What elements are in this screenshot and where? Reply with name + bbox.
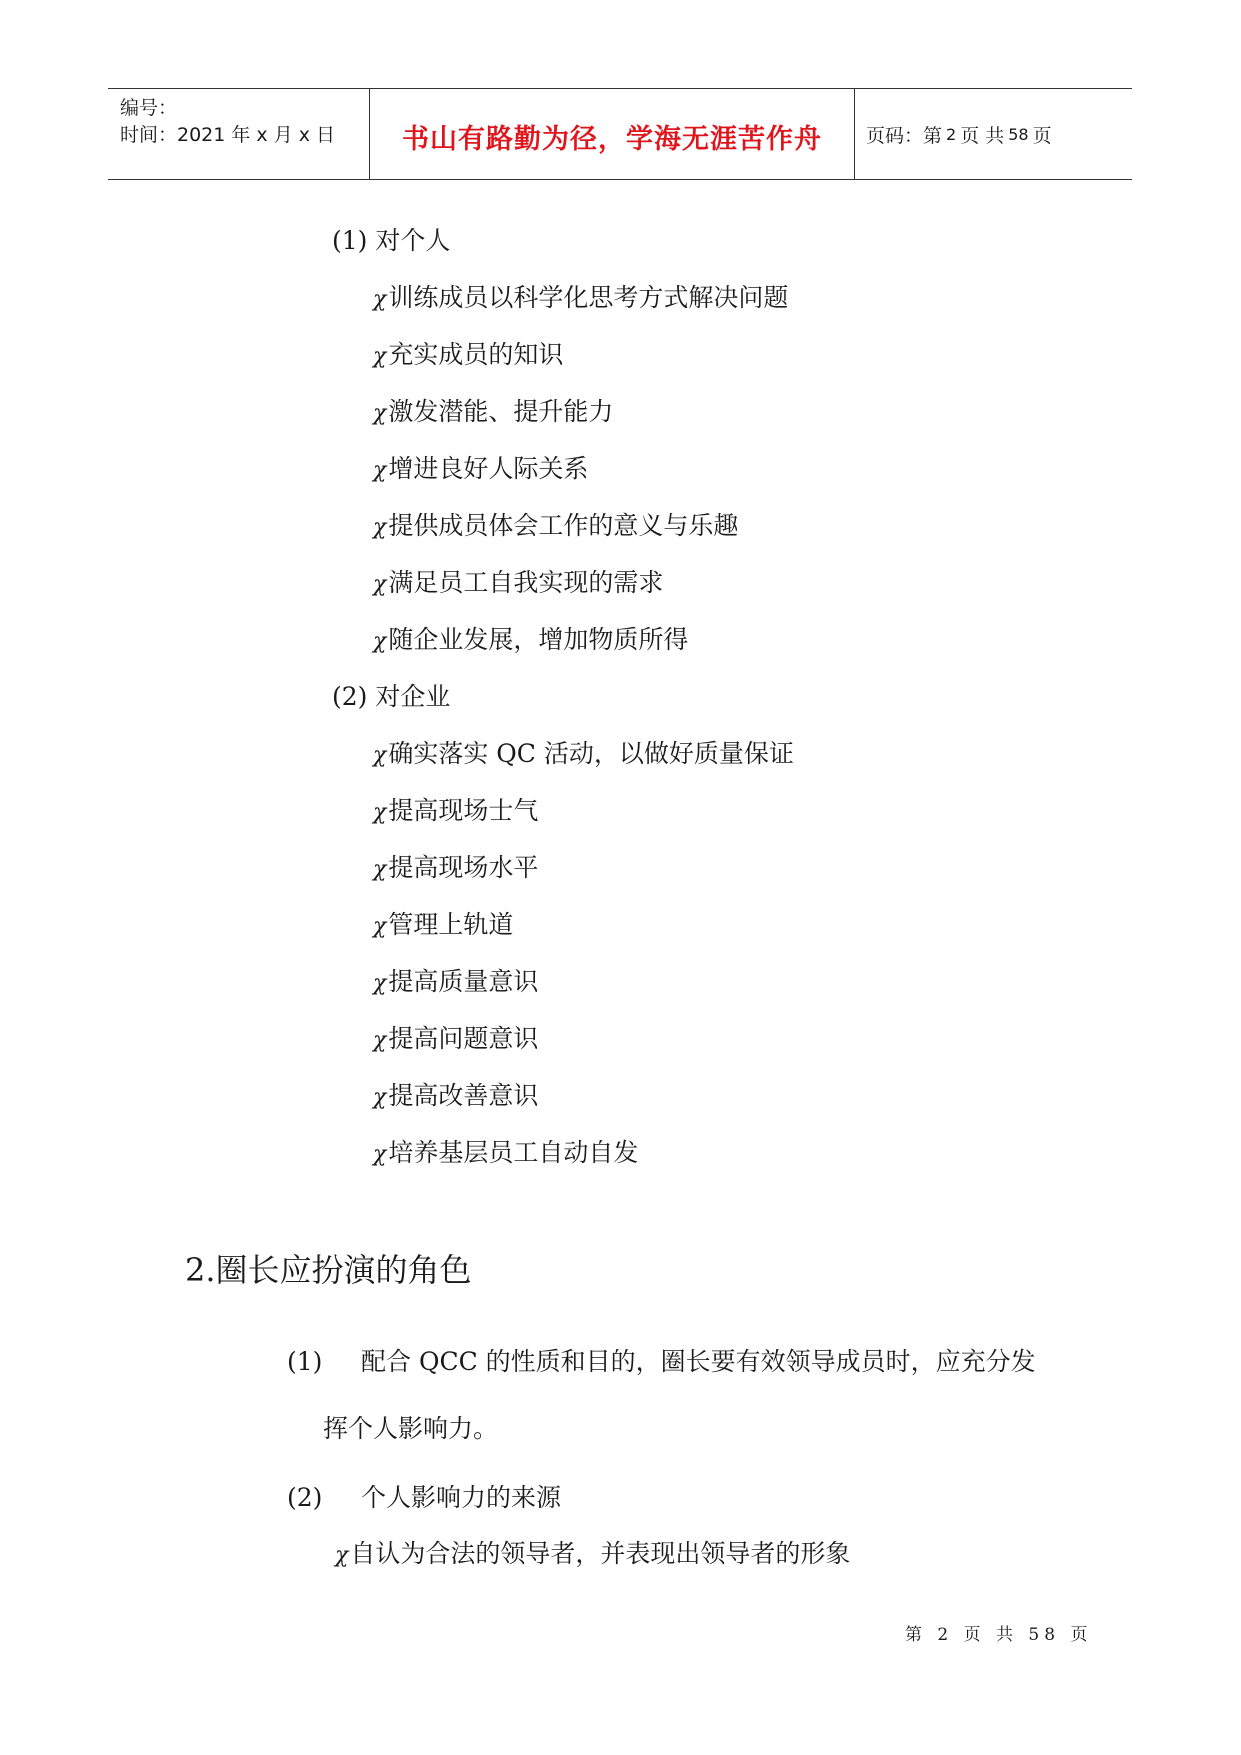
list-item [373,513,738,539]
list-item [373,285,788,311]
bullet-chi: χ [373,572,387,597]
header-motto: 书山有路勤为径，学海无涯苦作舟 [402,123,822,155]
list-item-text: 满足员工自我实现的需求 [388,568,664,597]
list-item-text: 培养基层员工自动自发 [388,1138,639,1167]
page-label-prefix: 页码：第 [866,124,943,147]
bullet-chi: χ [373,629,387,654]
list-item [373,1083,538,1109]
list-item [335,1541,850,1567]
list-item [373,855,538,881]
list-item [373,912,513,938]
list-item [373,399,613,425]
list-item-text: 随企业发展，增加物质所得 [388,625,689,654]
bullet-chi: χ [373,1085,387,1110]
page-footer: 第 2 页 共 58 页 [905,1625,1093,1645]
paragraph-1-line2: 挥个人影响力。 [323,1414,499,1443]
paragraph-1-number: (1) [287,1347,323,1376]
header-meta-cell [108,89,370,179]
list-item-text: 提高质量意识 [388,967,539,996]
list-item [373,798,538,824]
list-item [373,969,538,995]
heading-enterprise: (2) 对企业 [332,682,451,711]
page-label-suffix: 页 [1032,124,1052,147]
page-number: 2 [946,124,957,144]
list-item-text: 增进良好人际关系 [388,454,589,483]
header-page-cell [855,89,1132,179]
list-item [373,627,688,653]
bullet-chi: χ [335,1543,349,1568]
list-item [373,1140,638,1166]
heading-individual: (1) 对个人 [332,226,451,255]
list-item-text: 激发潜能、提升能力 [388,397,614,426]
list-item-text: 提高现场水平 [388,853,539,882]
list-item-text: 充实成员的知识 [388,340,564,369]
bullet-chi: χ [373,515,387,540]
bullet-chi: χ [373,458,387,483]
bullet-chi: χ [373,971,387,996]
list-item-text: 提高问题意识 [388,1024,539,1053]
bullet-chi: χ [373,800,387,825]
bullet-chi: χ [373,401,387,426]
list-item [373,456,588,482]
paragraph-2-number: (2) [287,1483,323,1512]
list-item [373,741,794,767]
list-item [373,1026,538,1052]
bullet-chi: χ [373,857,387,882]
list-item-text: 确实落实 QC 活动，以做好质量保证 [388,739,794,768]
header-motto-cell [370,89,855,179]
list-item [373,570,663,596]
page-total: 58 [1008,124,1029,144]
bullet-chi: χ [373,287,387,312]
bullet-chi: χ [373,1028,387,1053]
list-item [373,342,563,368]
paragraph-2-text: 个人影响力的来源 [361,1483,562,1512]
bullet-chi: χ [373,344,387,369]
bullet-chi: χ [373,1142,387,1167]
section-title: 2.圈长应扮演的角色 [185,1251,472,1289]
bullet-chi: χ [373,914,387,939]
paragraph-1-line1: 配合 QCC 的性质和目的，圈长要有效领导成员时，应充分发 [361,1347,1036,1376]
list-item-text: 自认为合法的领导者，并表现出领导者的形象 [350,1539,851,1568]
time-label: 时间：2021 年 x 月 x 日 [120,124,336,146]
page-header [108,88,1132,180]
list-item-text: 提高改善意识 [388,1081,539,1110]
list-item-text: 管理上轨道 [388,910,514,939]
list-item-text: 提高现场士气 [388,796,539,825]
serial-label: 编号： [120,97,178,119]
list-item-text: 提供成员体会工作的意义与乐趣 [388,511,739,540]
bullet-chi: χ [373,743,387,768]
list-item-text: 训练成员以科学化思考方式解决问题 [388,283,789,312]
page-label-mid: 页 共 [960,124,1005,147]
